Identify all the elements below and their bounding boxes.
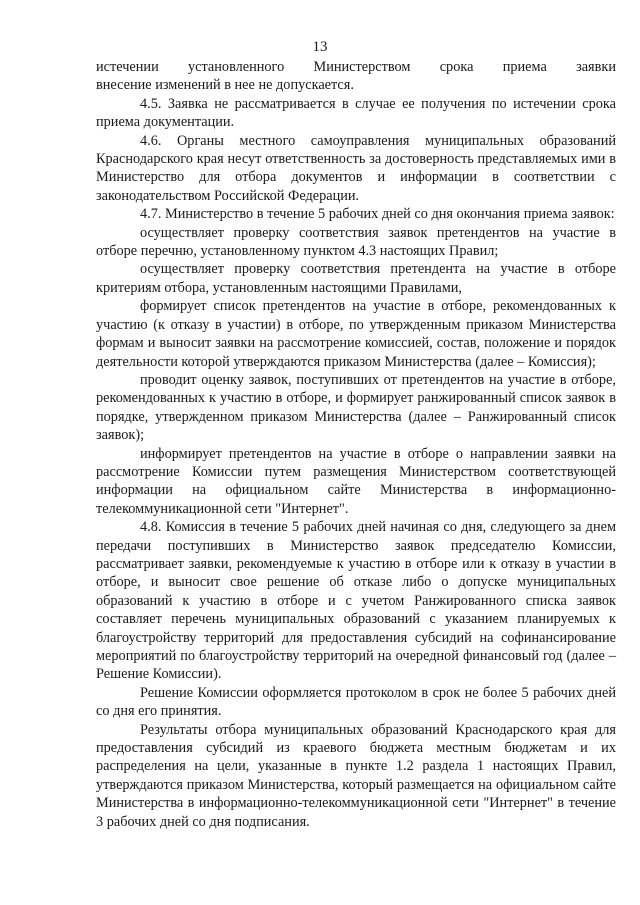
document-body [96,58,616,831]
paragraph: формирует список претендентов на участие в отборе, рекомендованных к участию (к отказу в участии) в отборе, по утвержденным приказом Министерства формам и выносит заявки на рассмотрение комиссией, состав, положение и порядок деятельности которой утверждаются приказом Министерства (далее – Комиссия); [96,298,616,370]
paragraph: 4.8. Комиссия в течение 5 рабочих дней начиная со дня, следующего за днем передачи поступивших в Министерство заявок председателю Комиссии, рассматривает заявки, рекомендуемые к участию в отборе или к отказу в участии в отборе, и выносит свое решение об отказе либо о допуске муниципальных образований к участию в отборе и с учетом Ранжированного списка заявок составляет перечень муниципальных образований с указанием планируемых к благоустройству территорий для предоставления субсидий на софинансирование мероприятий по благоустройству территорий на очередной финансовый год (далее – Решение Комиссии). [96,519,616,683]
paragraph: Результаты отбора муниципальных образований Краснодарского края для предоставления субсидий из краевого бюджета местным бюджетам и их распределения на цели, указанные в пункте 1.2 раздела 1 настоящих Правил, утверждаются приказом Министерства, который размещается на официальном сайте Министерства в информационно-телекоммуникационной сети "Интернет" в течение 3 рабочих дней со дня подписания. [96,721,616,830]
paragraph: проводит оценку заявок, поступивших от претендентов на участие в отборе, рекомендованных к участию в отборе, и формирует ранжированный список заявок в порядке, утвержденном приказом Министерства (далее – Ранжированный список заявок); [96,371,616,444]
paragraph: Решение Комиссии оформляется протоколом в срок не более 5 рабочих дней со дня его принятия. [96,684,616,720]
paragraph: осуществляет проверку соответствия претендента на участие в отборе критериям отбора, установленным настоящими Правилами, [96,261,616,296]
paragraph: осуществляет проверку соответствия заявок претендентов на участие в отборе перечню, установленному пунктом 4.3 настоящих Правил; [96,224,616,260]
paragraph: истечении установленного Министерством срока приема заявки внесение изменений в нее не допускается. [96,59,616,94]
paragraph: 4.5. Заявка не рассматривается в случае ее получения по истечении срока приема документации. [96,95,616,131]
paragraph: 4.6. Органы местного самоуправления муниципальных образований Краснодарского края несут ответственность за достоверность представляемых ими в Министерство для отбора документов и информации в соответствии с законодательством Российской Федерации. [96,132,616,204]
page-number: 13 [312,39,328,55]
paragraph: информирует претендентов на участие в отборе о направлении заявки на рассмотрение Комиссии путем размещения Министерством соответствующей информации на официальном сайте Министерства в информационно-телекоммуникационной сети "Интернет". [96,445,616,517]
paragraph: 4.7. Министерство в течение 5 рабочих дней со дня окончания приема заявок: [140,206,615,223]
